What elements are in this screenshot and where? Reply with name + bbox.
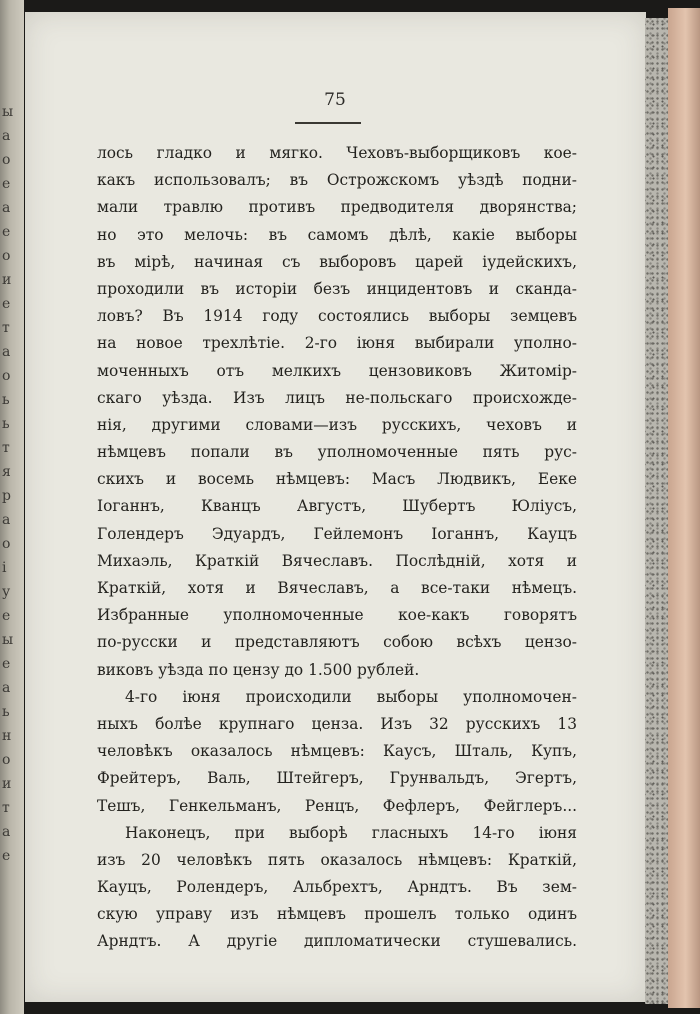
text-line: но это мелочь: въ самомъ дѣлѣ, какіе выборы: [97, 225, 577, 244]
text-line: человѣкъ оказалось нѣмцевъ: Каусъ, Шталь, Купъ,: [97, 742, 577, 761]
text-line: Наконецъ, при выборѣ гласныхъ 14-го іюня: [125, 823, 577, 842]
text-line: скаго уѣзда. Изъ лицъ не-польскаго происхожде-: [97, 388, 577, 407]
book-cover-edge: [668, 8, 700, 1008]
previous-page-text: ы а о е а е о и е т а о ь ь т я р а о і у е ы е а ь н о и т а е: [2, 104, 14, 864]
text-line: Краткій, хотя и Вячеславъ, а все-таки нѣмецъ.: [97, 579, 577, 597]
text-line: ловъ? Въ 1914 году состоялись выборы земцевъ: [97, 307, 577, 326]
text-line: изъ 20 человѣкъ пять оказалось нѣмцевъ: Краткій,: [97, 850, 577, 869]
text-line: виковъ уѣзда по цензу до 1.500 рублей.: [97, 660, 420, 679]
text-line: Іоганнъ, Кванцъ Августъ, Шубертъ Юліусъ,: [97, 497, 577, 516]
text-line: нѣмцевъ попали въ уполномоченные пять рус-: [97, 443, 577, 462]
text-line: какъ использовалъ; въ Острожскомъ уѣздѣ подни-: [97, 171, 577, 190]
text-line: 4-го іюня происходили выборы уполномочен-: [125, 687, 577, 706]
text-line: въ мірѣ, начиная съ выборовъ царей іудейскихъ,: [97, 252, 577, 271]
text-line: лось гладко и мягко. Чеховъ-выборщиковъ кое-: [97, 144, 577, 162]
text-line: моченныхъ отъ мелкихъ цензовиковъ Житомір-: [97, 361, 577, 380]
page-body-text: [97, 140, 577, 956]
text-line: Кауцъ, Ролендеръ, Альбрехтъ, Арндтъ. Въ зем-: [97, 878, 577, 897]
text-line: Михаэль, Краткій Вячеславъ. Послѣдній, хотя и: [97, 551, 577, 570]
text-line: Фрейтеръ, Валь, Штейгеръ, Грунвальдъ, Эгертъ,: [97, 769, 577, 788]
text-line: по-русски и представляютъ собою всѣхъ цензо-: [97, 633, 577, 652]
text-line: Голендеръ Эдуардъ, Гейлемонъ Іоганнъ, Кауцъ: [97, 524, 577, 543]
text-line: нія, другими словами—изъ русскихъ, чеховъ и: [97, 415, 577, 434]
text-line: скихъ и восемь нѣмцевъ: Масъ Людвикъ, Ееке: [97, 470, 577, 489]
text-line: на новое трехлѣтіе. 2-го іюня выбирали уполно-: [97, 334, 577, 353]
header-rule: [295, 122, 361, 124]
text-line: скую управу изъ нѣмцевъ прошелъ только одинъ: [97, 905, 577, 924]
text-line: ныхъ болѣе крупнаго ценза. Изъ 32 русскихъ 13: [97, 714, 577, 733]
text-line: Арндтъ. А другіе дипломатически стушевались.: [97, 932, 577, 951]
text-line: Избранные уполномоченные кое-какъ говорятъ: [97, 606, 577, 625]
page-number: 75: [324, 90, 346, 110]
previous-page-edge: [0, 0, 24, 1014]
text-line: мали травлю противъ предводителя дворянства;: [97, 198, 577, 217]
text-line: проходили въ исторіи безъ инцидентовъ и сканда-: [97, 279, 577, 298]
book-page: [25, 12, 646, 1002]
text-line: Тешъ, Генкельманъ, Ренцъ, Фефлеръ, Фейглеръ...: [97, 796, 577, 815]
